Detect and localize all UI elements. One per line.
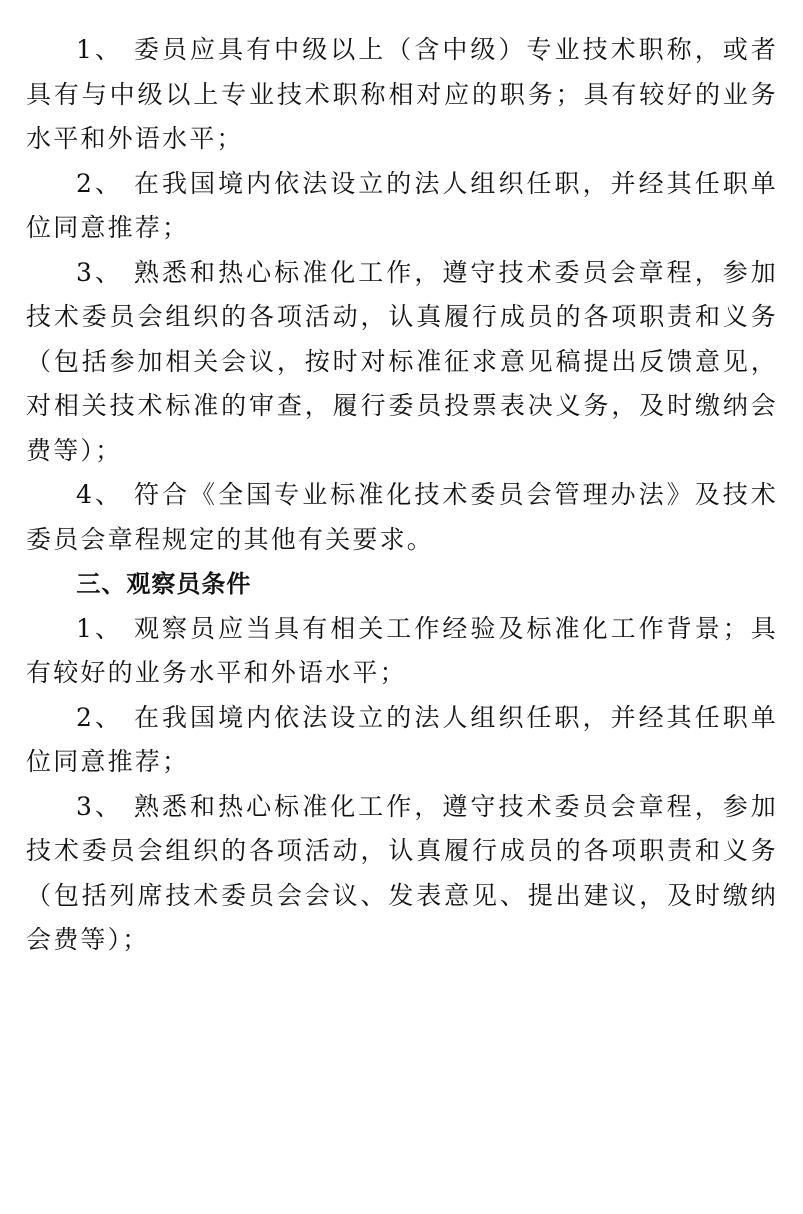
member-condition-2: 2、 在我国境内依法设立的法人组织任职，并经其任职单位同意推荐； [26, 168, 778, 242]
member-condition-1: 1、 委员应具有中级以上（含中级）专业技术职称，或者具有与中级以上专业技术职称相对应的职务；具有较好的业务水平和外语水平； [26, 35, 778, 153]
observer-condition-1: 1、 观察员应当具有相关工作经验及标准化工作背景；具有较好的业务水平和外语水平； [26, 613, 778, 687]
document-body [26, 28, 778, 963]
observer-condition-3: 3、 熟悉和热心标准化工作，遵守技术委员会章程，参加技术委员会组织的各项活动，认真履行成员的各项职责和义务（包括列席技术委员会会议、发表意见、提出建议，及时缴纳会费等）； [26, 791, 778, 954]
member-condition-3: 3、 熟悉和热心标准化工作，遵守技术委员会章程，参加技术委员会组织的各项活动，认真履行成员的各项职责和义务（包括参加相关会议，按时对标准征求意见稿提出反馈意见，对相关技术标准的审查，履行委员投票表决义务，及时缴纳会费等）； [26, 257, 778, 465]
observer-condition-2: 2、 在我国境内依法设立的法人组织任职，并经其任职单位同意推荐； [26, 702, 778, 776]
member-condition-4: 4、 符合《全国专业标准化技术委员会管理办法》及技术委员会章程规定的其他有关要求。 [26, 480, 778, 554]
section-heading-observer: 三、观察员条件 [76, 570, 252, 598]
